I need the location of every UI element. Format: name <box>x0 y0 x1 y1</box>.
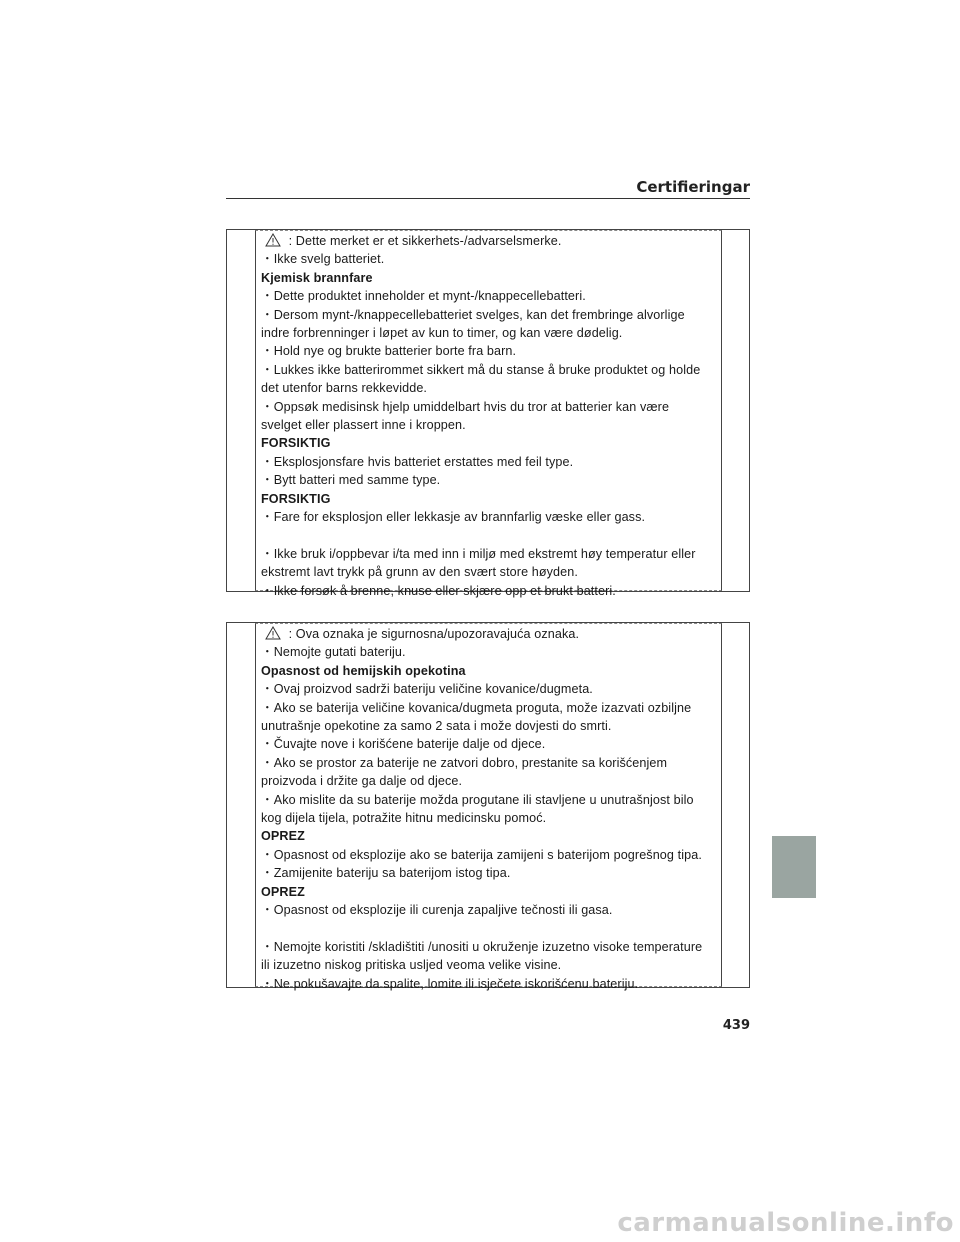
text-line: ・Čuvajte nove i korišćene baterije dalje od djece. <box>261 737 546 752</box>
warning-symbol-line <box>261 232 719 250</box>
text-line: ・Ako se prostor za baterije ne zatvori dobro, prestanite sa korišćenjem <box>261 755 668 770</box>
box-content <box>261 625 719 993</box>
warning-triangle-icon <box>265 233 281 247</box>
spacer <box>261 527 719 545</box>
chapter-side-tab <box>772 836 816 898</box>
spacer <box>261 920 719 938</box>
text-line: ・Ne pokušavajte da spalite, lomite ili isječete iskorišćenu bateriju. <box>261 976 639 991</box>
caution-heading: OPREZ <box>261 884 305 899</box>
text-line: proizvoda i držite ga dalje od djece. <box>261 774 463 789</box>
battery-warning-box-montenegrin <box>226 622 750 991</box>
text-line: ・Nemojte koristiti /skladištiti /unositi u okruženje izuzetno visoke temperature <box>261 939 703 954</box>
text-line: ・Ikke bruk i/oppbevar i/ta med inn i miljø med ekstremt høy temperatur eller <box>261 546 696 561</box>
caution-heading: FORSIKTIG <box>261 491 331 506</box>
text-line: ・Dette produktet inneholder et mynt-/knappecellebatteri. <box>261 289 586 304</box>
caution-heading: FORSIKTIG <box>261 436 331 451</box>
text-line: ekstremt lavt trykk på grunn av den svært store høyden. <box>261 565 578 580</box>
text-line: ・Zamijenite bateriju sa baterijom istog tipa. <box>261 866 511 881</box>
text-line: svelget eller plassert inne i kroppen. <box>261 418 466 433</box>
section-heading: Kjemisk brannfare <box>261 270 373 285</box>
section-heading: Opasnost od hemijskih opekotina <box>261 663 466 678</box>
warning-symbol-line <box>261 625 719 643</box>
text-line: ・Opasnost od eksplozije ako se baterija zamijeni s baterijom pogrešnog tipa. <box>261 847 702 862</box>
text-line: kog dijela tijela, potražite hitnu medicinsku pomoć. <box>261 811 547 826</box>
text-line: unutrašnje opekotine za samo 2 sata i može dovjesti do smrti. <box>261 719 612 734</box>
text-line: ・Hold nye og brukte batterier borte fra barn. <box>261 344 517 359</box>
text-line: ・Opasnost od eksplozije ili curenja zapaljive tečnosti ili gasa. <box>261 903 613 918</box>
text-line: ・Fare for eksplosjon eller lekkasje av brannfarlig væske eller gass. <box>261 510 646 525</box>
text-line: ・Oppsøk medisinsk hjelp umiddelbart hvis du tror at batterier kan være <box>261 399 670 414</box>
page-header-title: Certifieringar <box>636 178 750 196</box>
text-line: ・Bytt batteri med samme type. <box>261 473 441 488</box>
watermark-text: carmanualsonline.info <box>617 1208 954 1238</box>
text-line: ・Ikke svelg batteriet. <box>261 252 385 267</box>
text-line: ・Eksplosjonsfare hvis batteriet erstattes med feil type. <box>261 454 574 469</box>
battery-warning-box-norwegian <box>226 229 750 598</box>
text-line: det utenfor barns rekkevidde. <box>261 381 428 396</box>
box-content <box>261 232 719 600</box>
text-line: ・Nemojte gutati bateriju. <box>261 645 406 660</box>
warning-symbol-text: : Dette merket er et sikkerhets-/advarselsmerke. <box>288 234 562 248</box>
text-line: indre forbrenninger i løpet av kun to timer, og kan være dødelig. <box>261 326 623 341</box>
text-line: ili izuzetno niskog pritiska usljed veoma velike visine. <box>261 958 562 973</box>
text-line: ・Dersom mynt-/knappecellebatteriet svelges, kan det frembringe alvorlige <box>261 307 685 322</box>
text-line: ・Ovaj proizvod sadrži bateriju veličine kovanice/dugmeta. <box>261 682 593 697</box>
page-number: 439 <box>722 1018 750 1033</box>
text-line: ・Ako se baterija veličine kovanica/dugmeta proguta, može izazvati ozbiljne <box>261 700 692 715</box>
header-divider <box>226 198 750 199</box>
warning-symbol-text: : Ova oznaka je sigurnosna/upozoravajuća oznaka. <box>288 627 580 641</box>
text-line: ・Lukkes ikke batterirommet sikkert må du stanse å bruke produktet og holde <box>261 362 701 377</box>
warning-triangle-icon <box>265 626 281 640</box>
text-line: ・Ikke forsøk å brenne, knuse eller skjære opp et brukt batteri. <box>261 583 616 598</box>
text-line: ・Ako mislite da su baterije možda progutane ili stavljene u unutrašnjost bilo <box>261 792 694 807</box>
caution-heading: OPREZ <box>261 829 305 844</box>
